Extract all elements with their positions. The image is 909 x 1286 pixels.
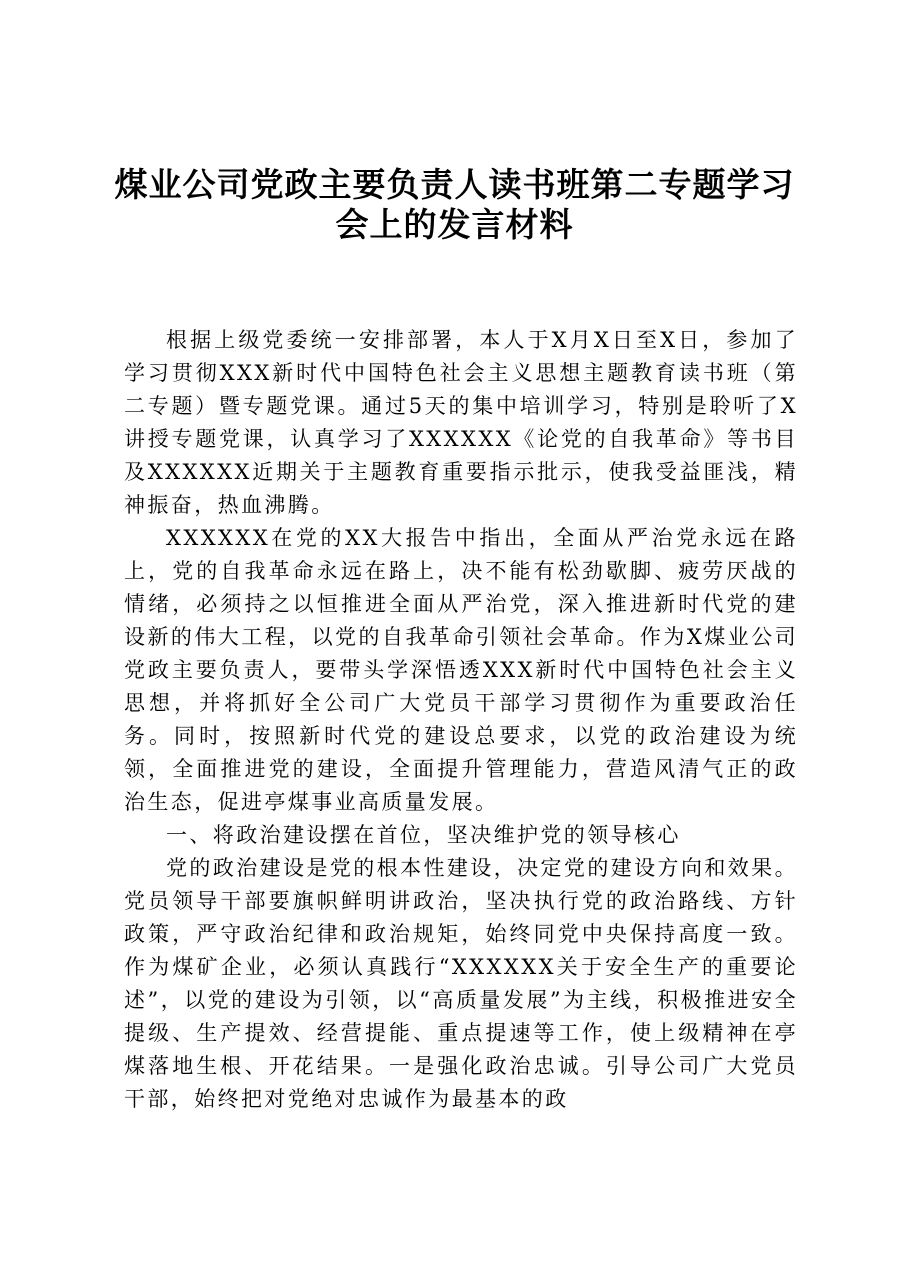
- paragraph-political-building: 党的政治建设是党的根本性建设，决定党的建设方向和效果。党员领导干部要旗帜鲜明讲政治，坚决执行党的政治路线、方针政策，严守政治纪律和政治规矩，始终同党中央保持高度一致。作为煤矿企业，必须认真践行“XXXXXX关于安全生产的重要论述”，以党的建设为引领，以“高质量发展”为主线，积极推进安全提级、生产提效、经营提能、重点提速等工作，使上级精神在亭煤落地生根、开花结果。一是强化政治忠诚。引导公司广大党员干部，始终把对党绝对忠诚作为最基本的政: [124, 856, 798, 1111]
- paragraph-report: XXXXXX在党的XX大报告中指出，全面从严治党永远在路上，党的自我革命永远在路上，决不能有松劲歇脚、疲劳厌战的情绪，必须持之以恒推进全面从严治党，深入推进新时代党的建设新的伟大工程，以党的自我革命引领社会革命。作为X煤业公司党政主要负责人，要带头学深悟透XXX新时代中国特色社会主义思想，并将抓好全公司广大党员干部学习贯彻作为重要政治任务。同时，按照新时代党的建设总要求，以党的政治建设为统领，全面推进党的建设，全面提升管理能力，营造风清气正的政治生态，促进亭煤事业高质量发展。: [124, 526, 798, 814]
- document-title-line-2: 会上的发言材料: [335, 205, 574, 244]
- document-body: [124, 324, 798, 1116]
- section-heading-1: 一、将政治建设摆在首位，坚决维护党的领导核心: [166, 823, 681, 847]
- paragraph-intro: 根据上级党委统一安排部署，本人于X月X日至X日，参加了学习贯彻XXX新时代中国特色社会主义思想主题教育读书班（第二专题）暨专题党课。通过5天的集中培训学习，特别是聆听了X讲授专题党课，认真学习了XXXXXX《论党的自我革命》等书目及XXXXXX近期关于主题教育重要指示批示，使我受益匪浅，精神振奋，热血沸腾。: [124, 328, 798, 517]
- document-title-line-1: 煤业公司党政主要负责人读书班第二专题学习: [114, 165, 795, 204]
